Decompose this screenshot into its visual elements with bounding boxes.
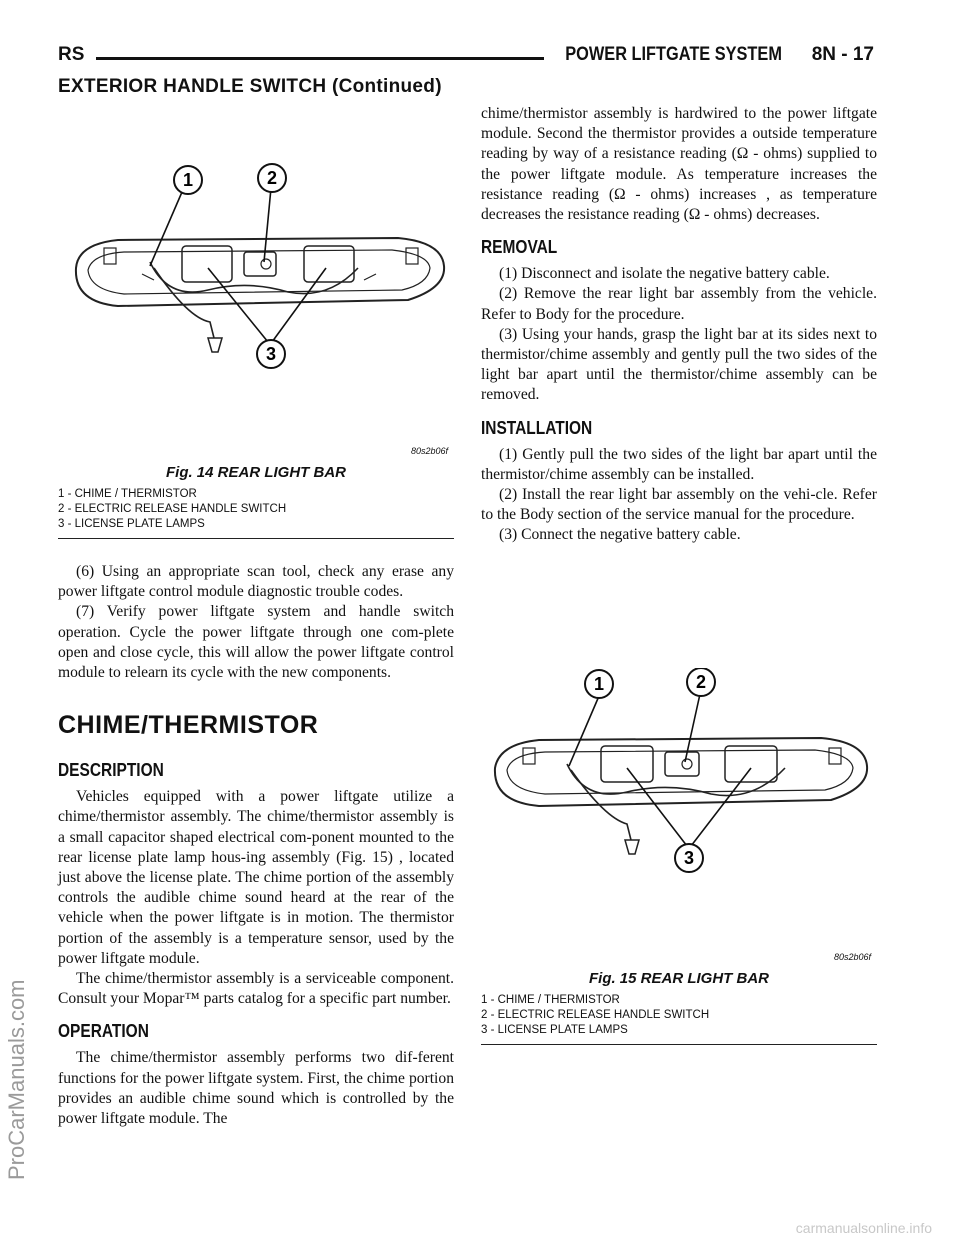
description-paragraph: The chime/thermistor assembly is a serviceable component. Consult your Mopar™ parts catalog for a specific part number. bbox=[58, 970, 454, 1008]
figure-14-caption: Fig. 14 REAR LIGHT BAR bbox=[165, 464, 346, 481]
removal-step: (3) Using your hands, grasp the light bar at its sides next to thermistor/chime assembly and gently pull the two sides of the light bar apart until the thermistor/chime assembly can be removed. bbox=[481, 325, 877, 404]
legend-item: 1 - CHIME / THERMISTOR bbox=[58, 488, 197, 500]
light-bar-drawing bbox=[58, 150, 454, 460]
callout-2: 2 bbox=[266, 168, 278, 188]
callout-3: 3 bbox=[683, 848, 695, 868]
light-bar-drawing bbox=[481, 668, 877, 966]
operation-heading: OPERATION bbox=[58, 1021, 149, 1042]
legend-item: 2 - ELECTRIC RELEASE HANDLE SWITCH bbox=[481, 1009, 710, 1021]
figure-code: 80s2b06f bbox=[833, 952, 871, 962]
figure-14 bbox=[58, 150, 454, 539]
legend-item: 1 - CHIME / THERMISTOR bbox=[481, 994, 620, 1006]
figure-15-caption: Fig. 15 REAR LIGHT BAR bbox=[588, 970, 769, 987]
continued-heading: EXTERIOR HANDLE SWITCH (Continued) bbox=[58, 76, 442, 97]
installation-step: (3) Connect the negative battery cable. bbox=[499, 526, 741, 544]
callout-1: 1 bbox=[182, 170, 194, 190]
callout-2: 2 bbox=[695, 672, 707, 692]
description-paragraph: Vehicles equipped with a power liftgate utilize a chime/thermistor assembly. The chime/thermistor assembly is a small capacitor shaped electrical com-ponent mounted to the rear license plate lamp hous-ing assembly (Fig. 15) , located just above the license plate. The chime portion of the assembly controls the audible chime sound heard at the rear of the vehicle when the power liftgate is in motion. The thermistor portion of the assembly is a temperature sensor, used by the power liftgate module. bbox=[58, 788, 454, 967]
removal-heading: REMOVAL bbox=[481, 237, 558, 258]
footer-watermark: carmanualsonline.info bbox=[795, 1220, 932, 1236]
step-7: (7) Verify power liftgate system and handle switch operation. Cycle the power liftgate through one com-plete open and close cycle, this will allow the power liftgate control module to relearn its cycle with the new components. bbox=[58, 603, 454, 682]
description-heading: DESCRIPTION bbox=[58, 760, 164, 781]
figure-14-legend bbox=[58, 487, 454, 539]
legend-item: 2 - ELECTRIC RELEASE HANDLE SWITCH bbox=[58, 503, 287, 515]
installation-step: (1) Gently pull the two sides of the light bar apart until the thermistor/chime assembly can be installed. bbox=[481, 445, 877, 483]
figure-code: 80s2b06f bbox=[410, 446, 448, 456]
right-column bbox=[481, 104, 877, 546]
operation-paragraph: The chime/thermistor assembly performs two dif-ferent functions for the power liftgate system. First, the chime portion provides an audible chime sound which is controlled by the power liftgate module. The bbox=[58, 1049, 454, 1128]
legend-item: 3 - LICENSE PLATE LAMPS bbox=[481, 1024, 628, 1036]
figure-14-illustration bbox=[58, 150, 454, 460]
side-watermark: ProCarManuals.com bbox=[4, 979, 29, 1180]
chime-thermistor-heading: CHIME/THERMISTOR bbox=[58, 711, 319, 740]
figure-15-illustration bbox=[481, 668, 877, 966]
step-6: (6) Using an appropriate scan tool, check any erase any power liftgate control module diagnostic trouble codes. bbox=[58, 563, 454, 601]
removal-step: (1) Disconnect and isolate the negative battery cable. bbox=[499, 265, 830, 283]
figure-15 bbox=[481, 668, 877, 1045]
installation-step: (2) Install the rear light bar assembly on the vehi-cle. Refer to the Body section of the service manual for the procedure. bbox=[481, 486, 877, 524]
callout-1: 1 bbox=[593, 674, 605, 694]
callout-3: 3 bbox=[265, 344, 277, 364]
header-section-code: RS bbox=[58, 44, 85, 65]
header-title: POWER LIFTGATE SYSTEM bbox=[565, 44, 782, 65]
figure-15-legend bbox=[481, 993, 877, 1045]
legend-item: 3 - LICENSE PLATE LAMPS bbox=[58, 518, 205, 530]
operation-paragraph-continued: chime/thermistor assembly is hardwired to the power liftgate module. Second the thermistor provides a outside temperature reading by way of a resistance reading (Ω - ohms) supplied to the power liftgate module. As temperature increases the resistance reading (Ω - ohms) increases , as temperature decreases the resistance reading (Ω - ohms) decreases. bbox=[481, 105, 877, 224]
removal-step: (2) Remove the rear light bar assembly from the vehicle. Refer to Body for the procedure. bbox=[481, 285, 877, 323]
left-column bbox=[58, 562, 454, 1129]
page-number: 8N - 17 bbox=[811, 44, 874, 65]
page-header bbox=[58, 42, 874, 74]
installation-heading: INSTALLATION bbox=[481, 417, 593, 438]
header-rule bbox=[96, 57, 544, 60]
